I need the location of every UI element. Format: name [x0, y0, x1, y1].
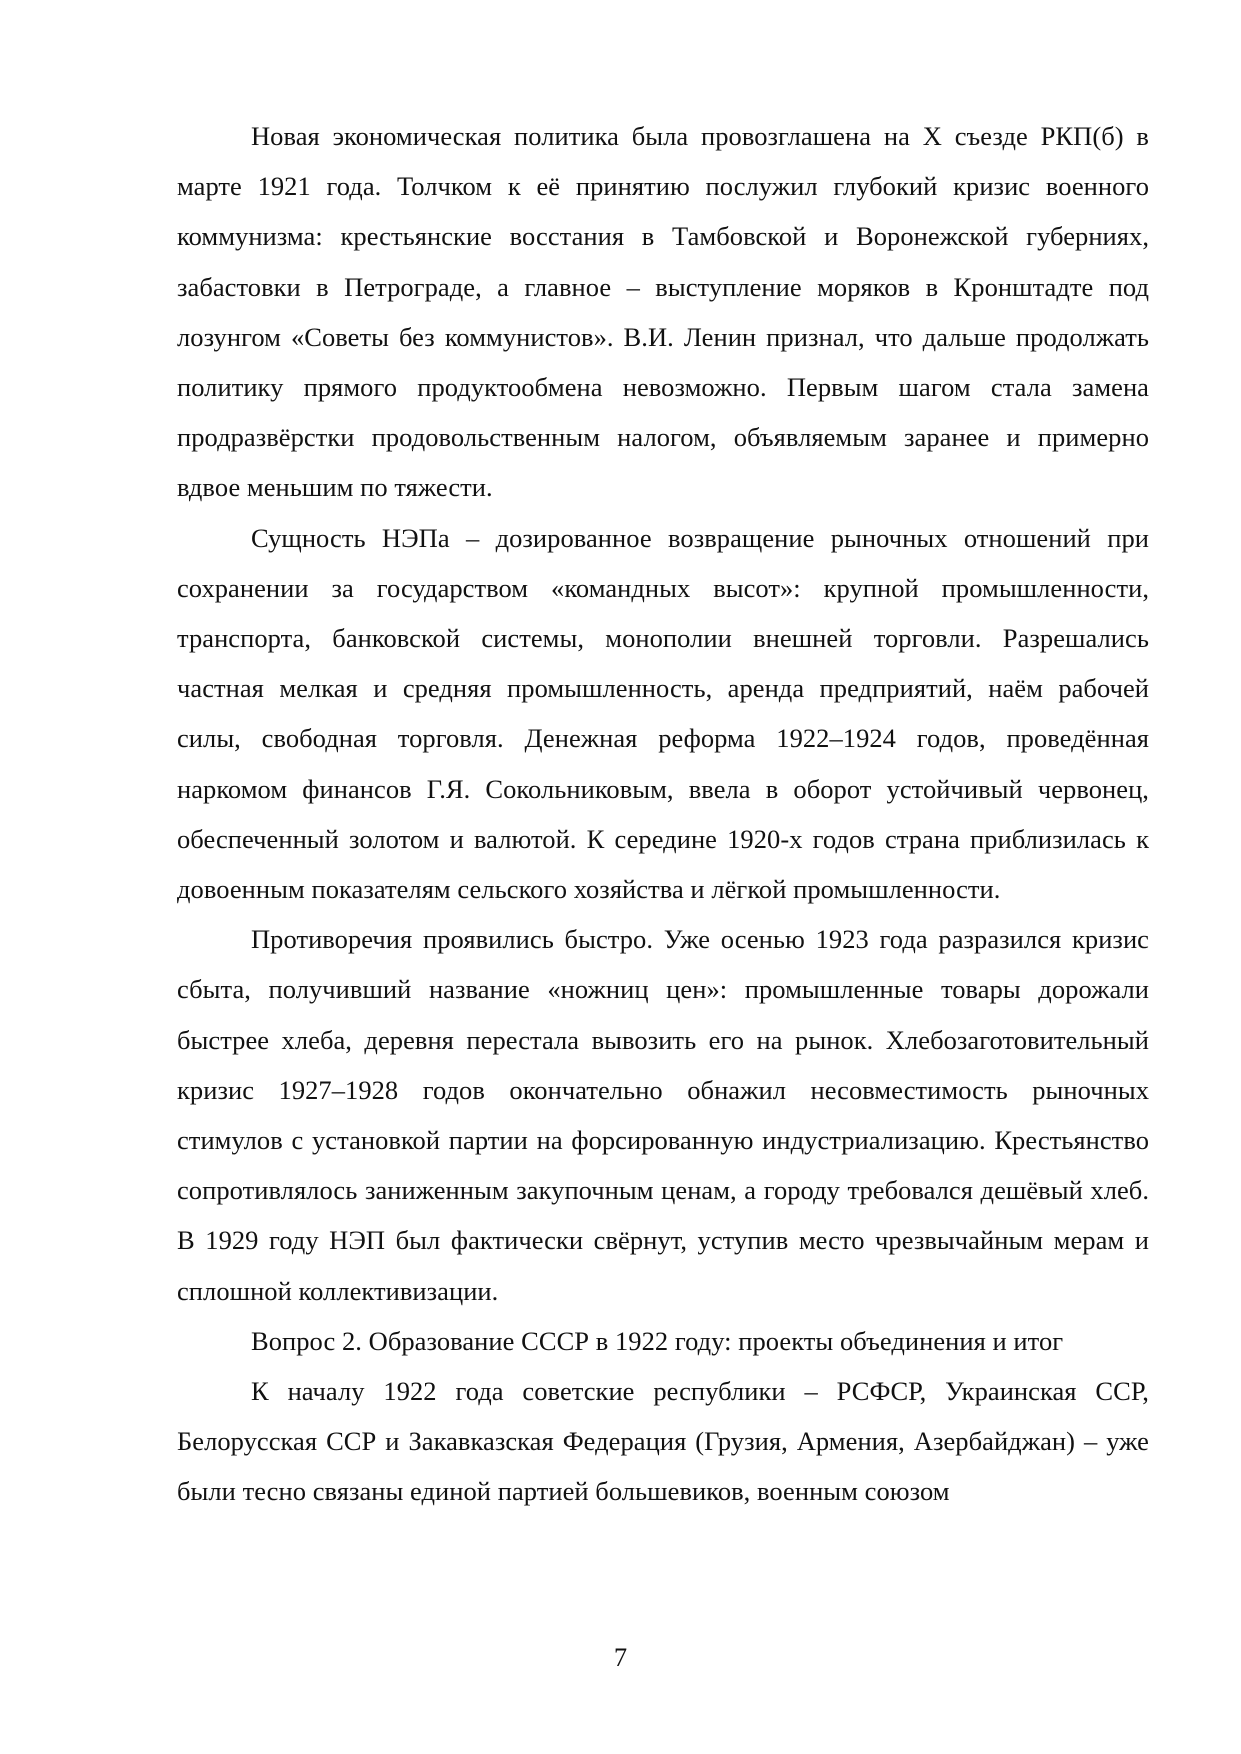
page-number: 7 [613, 1642, 628, 1672]
question-heading: Вопрос 2. Образование СССР в 1922 году: проекты объединения и итог [251, 1325, 1064, 1356]
paragraph-nep-essence: Сущность НЭПа – дозированное возвращение рыночных отношений при сохранении за государством «командных высот»: крупной промышленности, транспорта, банковской системы, монополии внешней торговли. Разрешались частная мелкая и средняя промышленность, аренда предприятий, наём рабочей силы, свободная торговля. Денежная реформа 1922–1924 годов, проведённая наркомом финансов Г.Я. Сокольниковым, ввела в оборот устойчивый червонец, обеспеченный золотом и валютой. К середине 1920-х годов страна приблизилась к довоенным показателям сельского хозяйства и лёгкой промышленности. [177, 522, 1149, 905]
paragraph-nep-introduction: Новая экономическая политика была провозглашена на X съезде РКП(б) в марте 1921 года. Толчком к её принятию послужил глубокий кризис военного коммунизма: крестьянские восстания в Тамбовской и Воронежской губерниях, забастовки в Петрограде, а главное – выступление моряков в Кронштадте под лозунгом «Советы без коммунистов». В.И. Ленин признал, что дальше продолжать политику прямого продуктообмена невозможно. Первым шагом стала замена продразвёрстки продовольственным налогом, объявляемым заранее и примерно вдвое меньшим по тяжести. [177, 121, 1149, 503]
paragraph-ussr-formation: К началу 1922 года советские республики – РСФСР, Украинская ССР, Белорусская ССР и Закавказская Федерация (Грузия, Армения, Азербайджан) – уже были тесно связаны единой партией большевиков, военным союзом [177, 1376, 1149, 1507]
body-text [177, 111, 1149, 1517]
paragraph-nep-contradictions: Противоречия проявились быстро. Уже осенью 1923 года разразился кризис сбыта, получивший название «ножниц цен»: промышленные товары дорожали быстрее хлеба, деревня перестала вывозить его на рынок. Хлебозаготовительный кризис 1927–1928 годов окончательно обнажил несовместимость рыночных стимулов с установкой партии на форсированную индустриализацию. Крестьянство сопротивлялось заниженным закупочным ценам, а городу требовался дешёвый хлеб. В 1929 году НЭП был фактически свёрнут, уступив место чрезвычайным мерам и сплошной коллективизации. [177, 924, 1149, 1306]
